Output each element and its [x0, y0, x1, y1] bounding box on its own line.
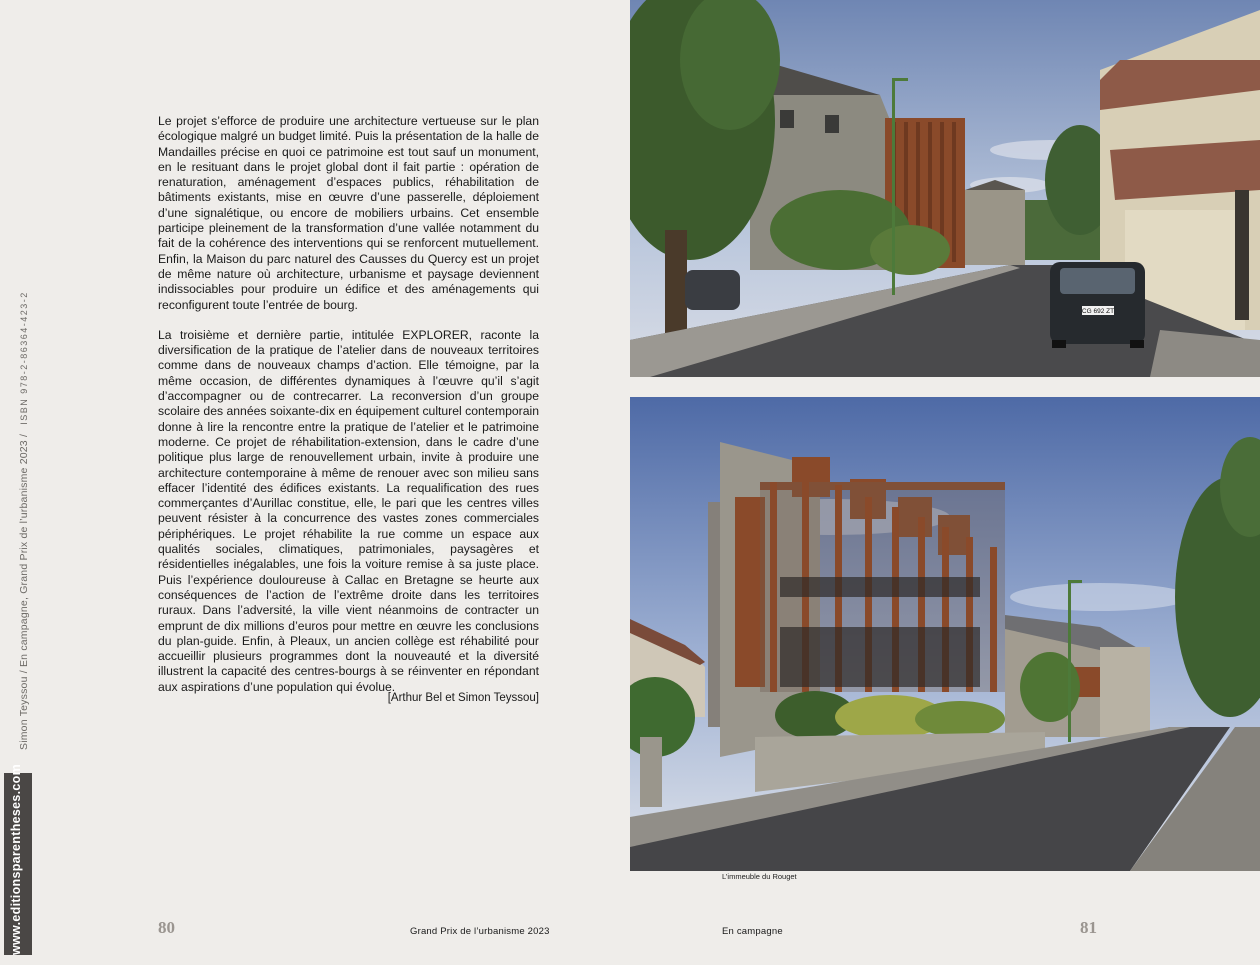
street-photo-illustration	[630, 0, 1260, 377]
side-credit-text: Simon Teyssou / En campagne, Grand Prix de l’urbanisme 2023 /	[18, 433, 30, 750]
side-credit	[18, 291, 30, 750]
folio-left: 80	[158, 918, 175, 937]
isbn: ISBN 978-2-86364-423-2	[19, 291, 29, 425]
photo-caption: L’immeuble du Rouget	[722, 872, 797, 881]
right-page	[630, 0, 1260, 965]
folio-right: 81	[1080, 918, 1097, 937]
signature: [Arthur Bel et Simon Teyssou]	[387, 692, 539, 704]
running-head-left: Grand Prix de l’urbanisme 2023	[410, 926, 550, 937]
body-text	[158, 114, 539, 710]
street-photo	[630, 0, 1260, 377]
building-photo	[630, 397, 1260, 871]
paragraph-2: La troisième et dernière partie, intitulée EXPLORER, raconte la diversification de la pratique de l’atelier dans de nouveaux territoires comme dans de nouveaux champs d’action. Elle témoigne, par la même occasion, de différentes dynamiques à l’œuvre qu’il s’agit d’accompagner ou de contrecarrer. La reconversion d’un groupe scolaire des années soixante-dix en équipement culturel contemporain donne à lire la rencontre entre la pratique de l’atelier et le patrimoine moderne. Ce projet de réhabilitation-extension, dans le cadre d’une politique plus large de renouvellement urbain, invite à produire une architecture contemporaine à même de renouer avec son milieu sans effacer l’identité des édifices existants. La requalification des rues commerçantes d’Aurillac constitue, elle, le pari que les centres villes peuvent résister à la concurrence des vastes zones commerciales périphériques. Le projet réhabilite la rue comme un espace aux qualités sociales, climatiques, patrimoniales, paysagères et résidentielles inégalables, une fois la voiture remise à sa juste place. Puis l’expérience douloureuse à Callac en Bretagne se heurte aux conséquences de l’action de l’extrême droite dans les territoires ruraux. Dans l’adversité, la ville vient néanmoins de contracter un emprunt de dix millions d’euros pour mettre en œuvre les conclusions du plan-guide. Enfin, à Pleaux, un ancien collège est réhabilité pour accueillir plusieurs programmes dont la nouveauté et la diversité illustrent la capacité des centres-bourgs à se réinventer en répondant aux aspirations d’une population qui évolue.	[158, 327, 539, 694]
building-photo-illustration	[630, 397, 1260, 871]
paragraph-1: Le projet s’efforce de produire une architecture vertueuse sur le plan écologique malgré un budget limité. Puis la présentation de la halle de Mandailles précise en quoi ce patrimoine est tout sauf un monument, en le resituant dans le projet global dont il fait partie : opération de renaturation, aménagement d’espaces publics, réhabilitation de bâtiments existants, mise en œuvre d’une passerelle, déploiement d’une signalétique, ou encore de mobiliers urbains. Cet ensemble participe pleinement de la transformation d’une vallée notamment du fait de la cohérence des interventions qui se renforcent mutuellement. Enfin, la Maison du parc naturel des Causses du Quercy est un projet de même nature où architecture, urbanisme et paysage deviennent indissociables pour produire un édifice et des aménagements qui reconfigurent toute l’entrée de bourg.	[158, 114, 539, 312]
running-head-right: En campagne	[722, 926, 783, 937]
publisher-url[interactable]: www.editionsparentheses.com	[9, 763, 23, 955]
license-plate: CG 692 ZT	[1081, 308, 1115, 315]
